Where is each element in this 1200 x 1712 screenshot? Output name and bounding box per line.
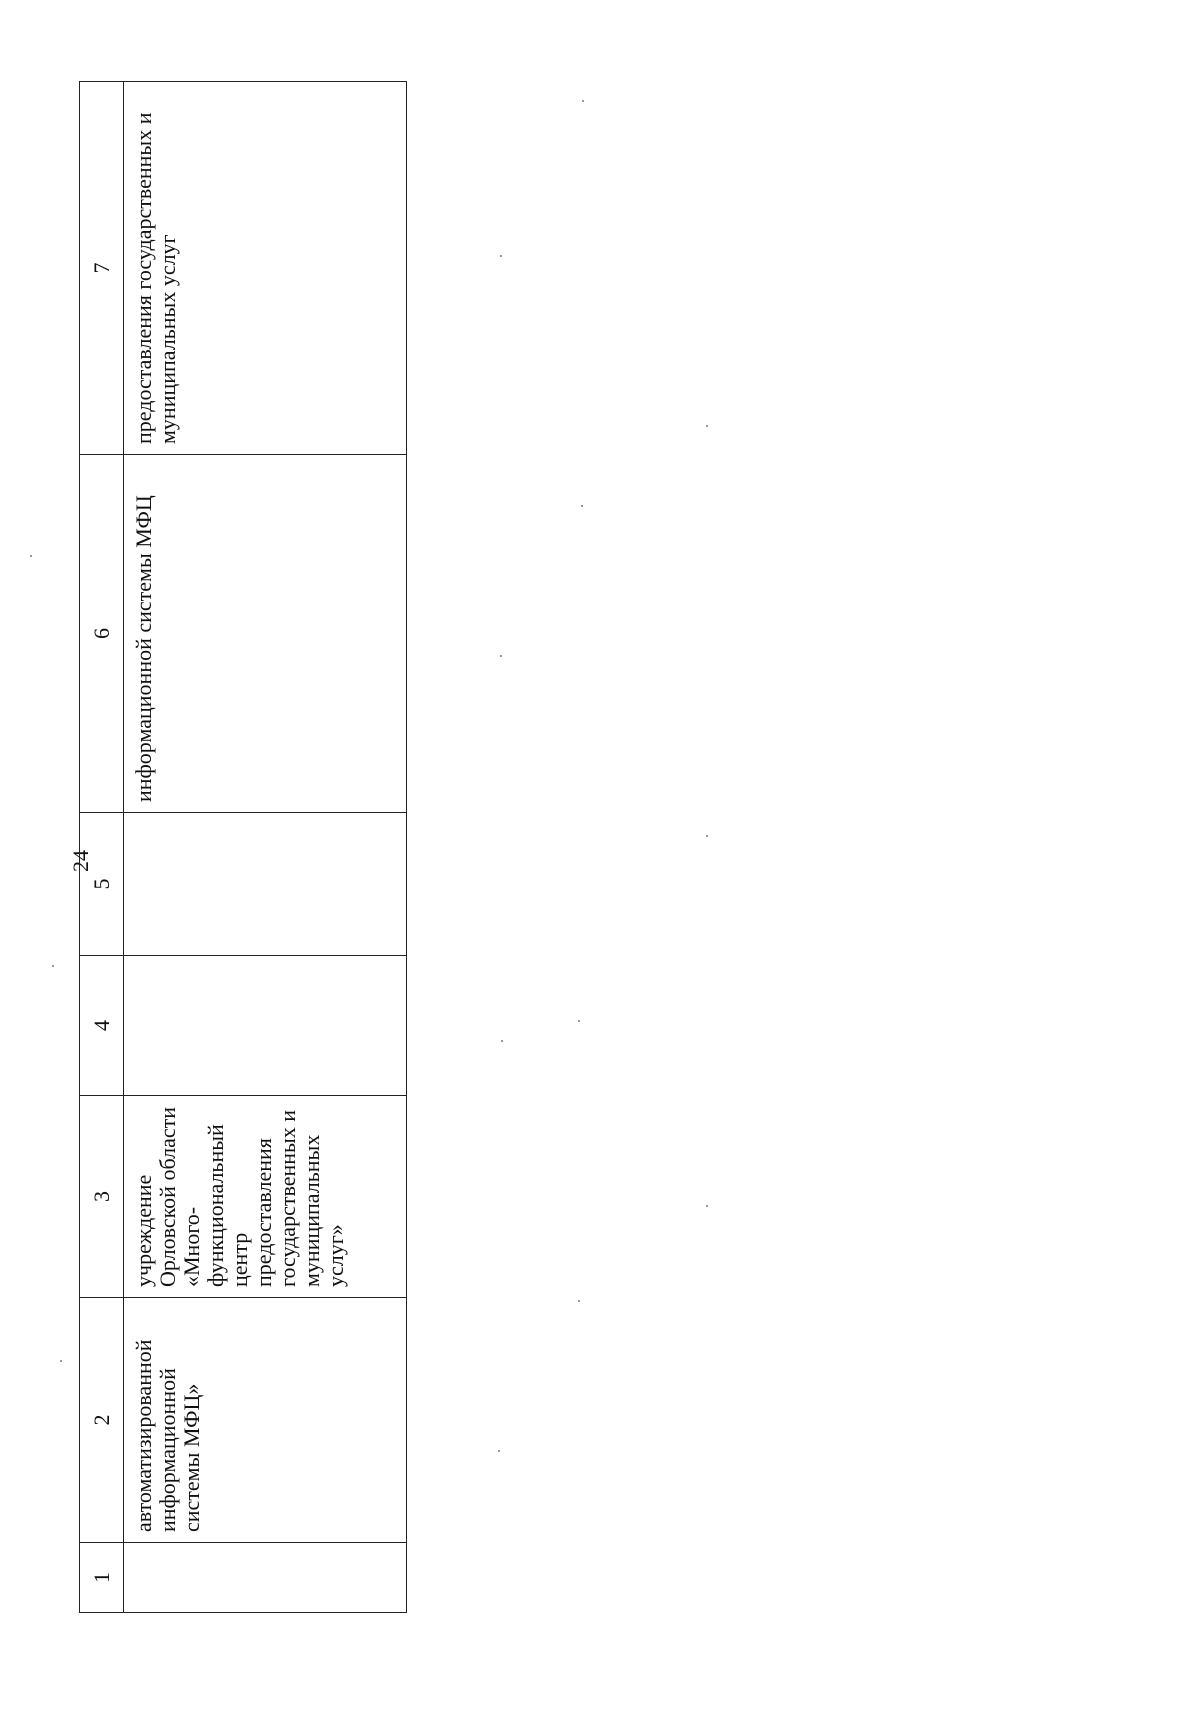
scan-speck [30, 555, 32, 557]
table-header-row [80, 82, 124, 1613]
header-cell-7: 7 [80, 82, 124, 455]
scan-speck [578, 1300, 580, 1302]
cell-col-5 [124, 813, 407, 956]
cell-col-4 [124, 956, 407, 1096]
header-cell-2: 2 [80, 1298, 124, 1543]
page-number: 24 [68, 850, 93, 872]
header-cell-4: 4 [80, 956, 124, 1096]
header-cell-1: 1 [80, 1543, 124, 1613]
scan-speck [578, 1020, 580, 1022]
scan-speck [706, 835, 708, 837]
scan-speck [498, 1450, 500, 1452]
scan-speck [52, 965, 54, 967]
header-cell-6: 6 [80, 455, 124, 813]
cell-col-7: предоставления государственных и муниципальных услуг [124, 82, 407, 455]
document-table [79, 81, 407, 1613]
scan-speck [582, 100, 584, 102]
header-cell-5: 5 [80, 813, 124, 956]
scan-speck [500, 655, 502, 657]
cell-col-2: автоматизированной информационной системы МФЦ» [124, 1298, 407, 1543]
scan-speck [60, 1360, 62, 1362]
cell-col-1 [124, 1543, 407, 1613]
header-cell-3: 3 [80, 1096, 124, 1298]
table-row [124, 82, 407, 1613]
scan-speck [706, 425, 708, 427]
cell-col-3: учреждение Орловской области «Много-функциональный центр предоставления государственных и муниципальных услуг» [124, 1096, 407, 1298]
scan-speck [581, 505, 583, 507]
scan-speck [500, 255, 502, 257]
scan-speck [501, 1040, 503, 1042]
scan-speck [706, 1205, 708, 1207]
cell-col-6: информационной системы МФЦ [124, 455, 407, 813]
